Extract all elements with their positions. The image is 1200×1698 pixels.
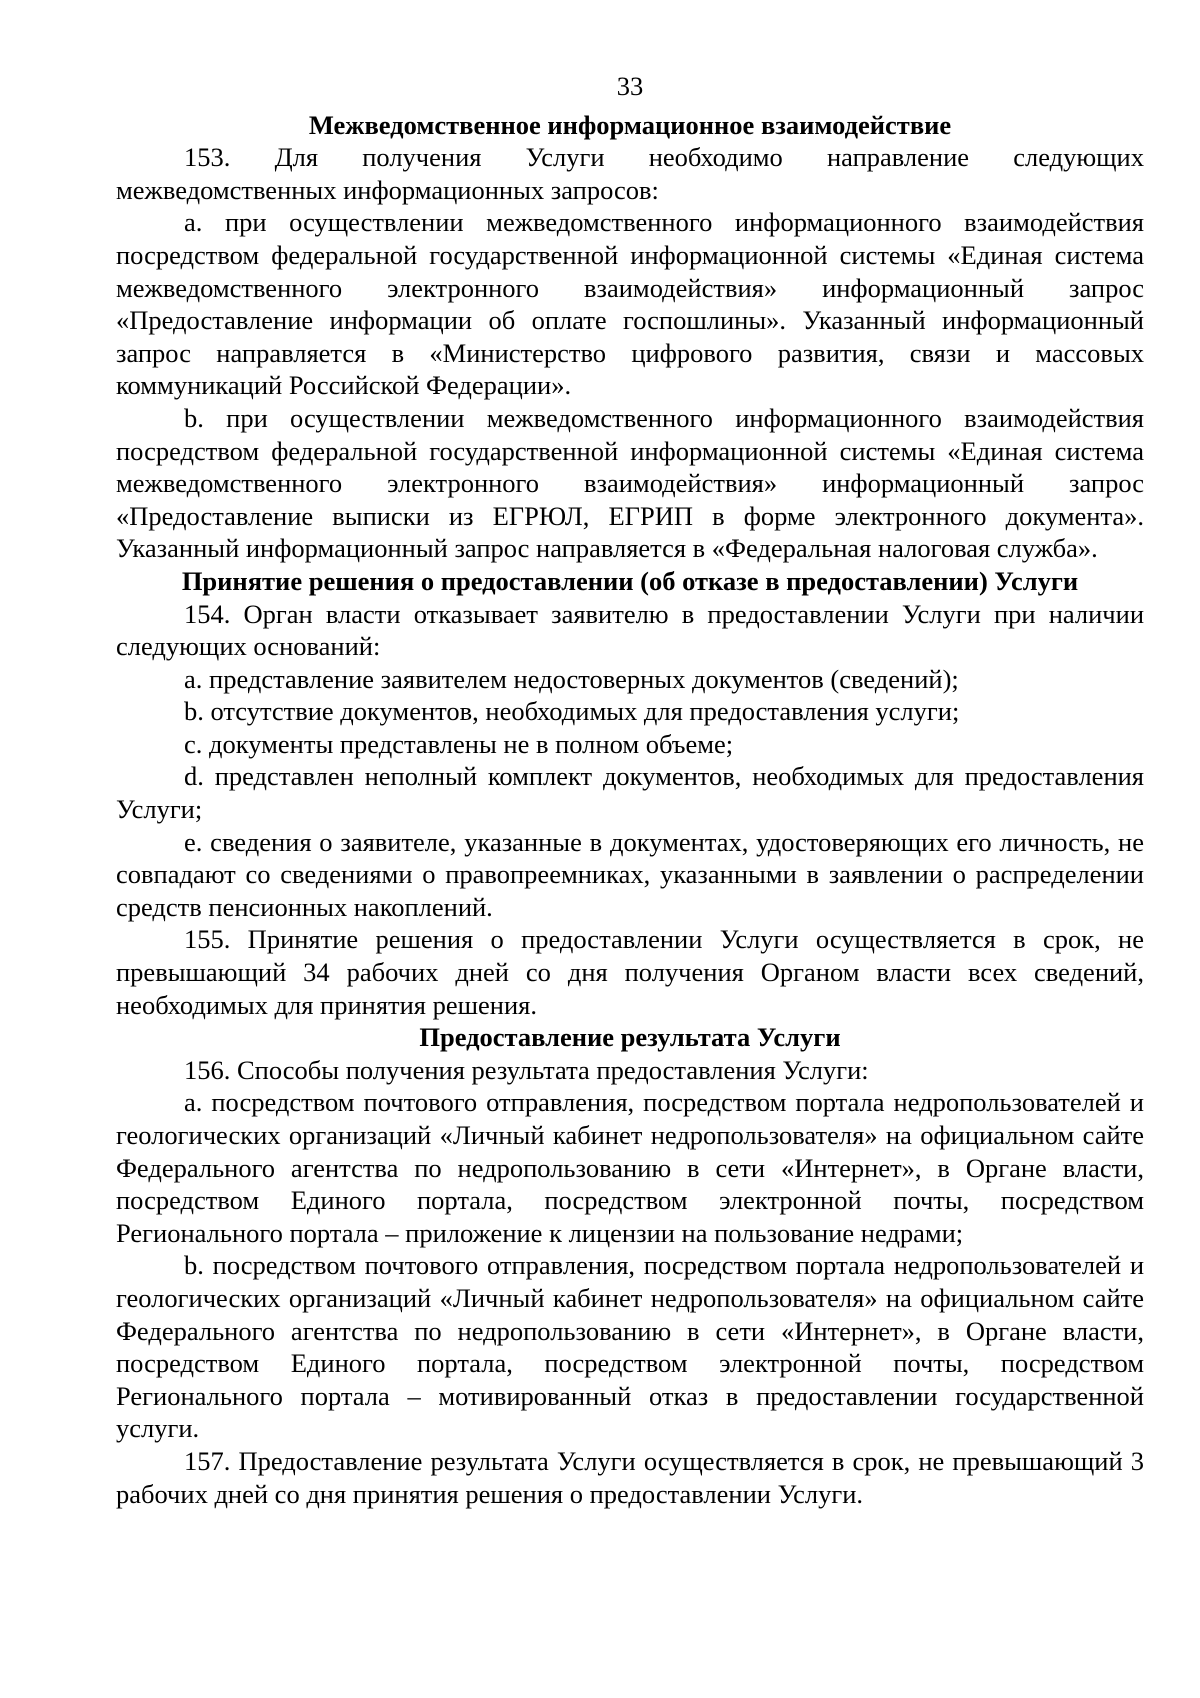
paragraph-154: 154. Орган власти отказывает заявителю в предоставлении Услуги при наличии следующих оснований:: [116, 598, 1144, 662]
section-result-delivery: [116, 1021, 1144, 1510]
section-heading: Предоставление результата Услуги: [419, 1022, 841, 1053]
paragraph-154-e: e. сведения о заявителе, указанные в документах, удостоверяющих его личность, не совпадают со сведениями о правопреемниках, указанными в заявлении о распределении средств пенсионных накоплений.: [116, 826, 1144, 922]
paragraph-156: 156. Способы получения результата предоставления Услуги:: [184, 1054, 869, 1085]
document-page: [116, 70, 1144, 1510]
section-heading: Межведомственное информационное взаимодействие: [308, 109, 952, 140]
paragraph-153: 153. Для получения Услуги необходимо направление следующих межведомственных информационных запросов:: [116, 142, 1144, 205]
paragraph-156-b: b. посредством почтового отправления, посредством портала недропользователей и геологических организаций «Личный кабинет недропользователя» на официальном сайте Федерального агентства по недропользованию в сети «Интернет», в Органе власти, посредством Единого портала, посредством электронной почты, посредством Регионального портала – мотивированный отказ в предоставлении государственной услуги.: [116, 1250, 1144, 1444]
paragraph-155: 155. Принятие решения о предоставлении Услуги осуществляется в срок, не превышающий 34 рабочих дней со дня получения Органом власти всех сведений, необходимых для принятия решения.: [116, 924, 1144, 1020]
section-decision: [116, 565, 1144, 1021]
paragraph-154-a: a. представление заявителем недостоверных документов (сведений);: [184, 663, 959, 694]
paragraph-157: 157. Предоставление результата Услуги осуществляется в срок, не превышающий 3 рабочих дней со дня принятия решения о предоставлении Услуги.: [116, 1445, 1144, 1509]
paragraph-153-b: b. при осуществлении межведомственного информационного взаимодействия посредством федеральной государственной информационной системы «Единая система межведомственного электронного взаимодействия» информационный запрос «Предоставление выписки из ЕГРЮЛ, ЕГРИП в форме электронного документа». Указанный информационный запрос направляется в «Федеральная налоговая служба».: [116, 402, 1144, 564]
section-interagency-interaction: [116, 109, 1144, 565]
page-number: 33: [616, 71, 644, 101]
paragraph-153-a: a. при осуществлении межведомственного информационного взаимодействия посредством федеральной государственной информационной системы «Единая система межведомственного электронного взаимодействия» информационный запрос «Предоставление информации об оплате госпошлины». Указанный информационный запрос направляется в «Министерство цифрового развития, связи и массовых коммуникаций Российской Федерации».: [116, 207, 1144, 401]
paragraph-154-d: d. представлен неполный комплект документов, необходимых для предоставления Услуги;: [116, 761, 1144, 825]
paragraph-156-a: a. посредством почтового отправления, посредством портала недропользователей и геологических организаций «Личный кабинет недропользователя» на официальном сайте Федерального агентства по недропользованию в сети «Интернет», в Органе власти, посредством Единого портала, посредством электронной почты, посредством Регионального портала – приложение к лицензии на пользование недрами;: [116, 1087, 1144, 1248]
section-heading: Принятие решения о предоставлении (об отказе в предоставлении) Услуги: [181, 565, 1079, 596]
paragraph-154-b: b. отсутствие документов, необходимых для предоставления услуги;: [184, 696, 960, 727]
paragraph-154-c: c. документы представлены не в полном объеме;: [184, 728, 734, 759]
